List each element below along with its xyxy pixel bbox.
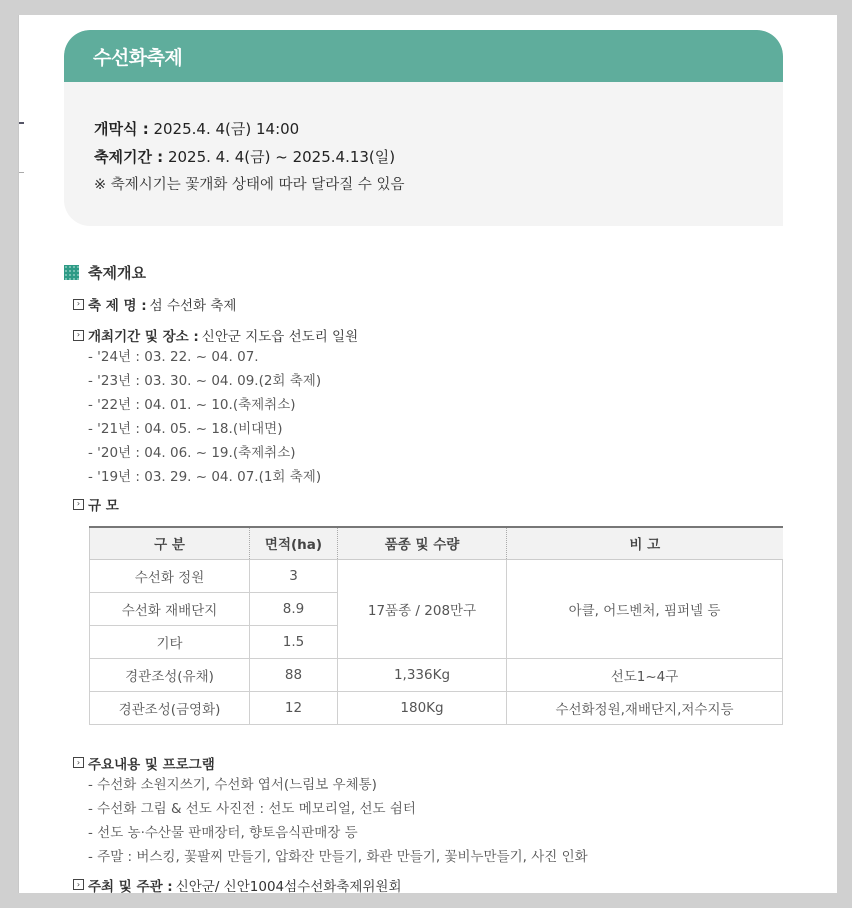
history-item: - '22년 : 04. 01. ~ 10.(축제취소) [88, 397, 296, 413]
area-cell: 1.5 [250, 625, 338, 658]
history-item: - '24년 : 03. 22. ~ 04. 07. [88, 349, 259, 365]
venue-label: 개최기간 및 장소 : [88, 329, 199, 345]
column-header: 면적(ha) [250, 527, 338, 559]
note-cell: 선도1~4구 [507, 658, 783, 691]
section-header [64, 261, 784, 283]
area-cell: 8.9 [250, 592, 338, 625]
program-item: - 수선화 그림 & 선도 사진전 : 선도 메모리얼, 선도 쉼터 [88, 800, 416, 817]
period-value: 2025. 4. 4(금) ~ 2025.4.13(일) [163, 148, 396, 166]
arrow-box-icon: › [73, 299, 84, 310]
table-row [90, 559, 783, 592]
program-item: - 주말 : 버스킹, 꽃팔찌 만들기, 압화잔 만들기, 화관 만들기, 꽃비누만들기, 사진 인화 [88, 848, 588, 865]
category-cell: 경관조성(금영화) [90, 691, 250, 724]
festival-name-value: 섬 수선화 축제 [149, 298, 237, 314]
category-cell: 경관조성(유채) [90, 658, 250, 691]
arrow-box-icon: › [73, 757, 84, 768]
arrow-box-icon: › [73, 499, 84, 510]
table-header-row [90, 527, 783, 559]
season-note: ※ 축제시기는 꽃개화 상태에 따라 달라질 수 있음 [94, 177, 405, 193]
category-cell: 수선화 정원 [90, 559, 250, 592]
arrow-box-icon: › [73, 330, 84, 341]
history-list [64, 345, 784, 489]
scale-table [89, 526, 783, 725]
table-row [90, 658, 783, 691]
history-item: - '21년 : 04. 05. ~ 18.(비대면) [88, 421, 283, 437]
venue-value: 신안군 지도읍 선도리 일원 [201, 329, 359, 345]
programs-label: 주요내용 및 프로그램 [88, 756, 215, 773]
note-cell: 아클, 어드벤처, 핌퍼넬 등 [507, 559, 783, 658]
column-header: 품종 및 수량 [338, 527, 507, 559]
area-cell: 88 [250, 658, 338, 691]
history-item: - '23년 : 03. 30. ~ 04. 09.(2회 축제) [88, 373, 322, 389]
host-item [73, 875, 784, 895]
banner-header [64, 30, 783, 82]
content-page [18, 15, 837, 893]
festival-banner [64, 30, 783, 226]
area-cell: 3 [250, 559, 338, 592]
programs-item [73, 753, 784, 773]
note-cell: 수선화정원,재배단지,저수지등 [507, 691, 783, 724]
opening-value: 2025.4. 4(금) 14:00 [148, 120, 300, 138]
arrow-box-icon: › [73, 879, 84, 890]
table-row [90, 691, 783, 724]
festival-name-label: 축 제 명 : [88, 298, 147, 314]
scale-item [73, 494, 784, 514]
side-marker [19, 122, 24, 124]
host-value: 신안군/ 신안1004섬수선화축제위원회 [175, 878, 402, 895]
area-cell: 12 [250, 691, 338, 724]
scale-label: 규 모 [88, 498, 119, 514]
history-item: - '20년 : 04. 06. ~ 19.(축제취소) [88, 445, 296, 461]
host-label: 주최 및 주관 : [88, 878, 173, 895]
programs-list [64, 773, 784, 869]
banner-title: 수선화축제 [93, 46, 183, 69]
period-line [94, 143, 783, 171]
period-label: 축제기간 : [94, 148, 164, 166]
program-item: - 선도 농·수산물 판매장터, 향토음식판매장 등 [88, 824, 358, 841]
venue-item [73, 325, 784, 345]
column-header: 비 고 [507, 527, 783, 559]
opening-line [94, 115, 783, 143]
history-item: - '19년 : 03. 29. ~ 04. 07.(1회 축제) [88, 469, 322, 485]
opening-label: 개막식 : [94, 120, 149, 138]
category-cell: 기타 [90, 625, 250, 658]
program-item: - 수선화 소원지쓰기, 수선화 엽서(느림보 우체통) [88, 776, 377, 793]
column-header: 구 분 [90, 527, 250, 559]
category-cell: 수선화 재배단지 [90, 592, 250, 625]
overview-section [64, 261, 784, 895]
variety-cell: 17품종 / 208만구 [338, 559, 507, 658]
section-bullet-icon [64, 265, 79, 280]
side-divider [19, 172, 24, 173]
variety-cell: 1,336Kg [338, 658, 507, 691]
banner-body [64, 82, 783, 199]
variety-cell: 180Kg [338, 691, 507, 724]
section-title: 축제개요 [88, 263, 146, 282]
festival-name-item [73, 294, 784, 314]
